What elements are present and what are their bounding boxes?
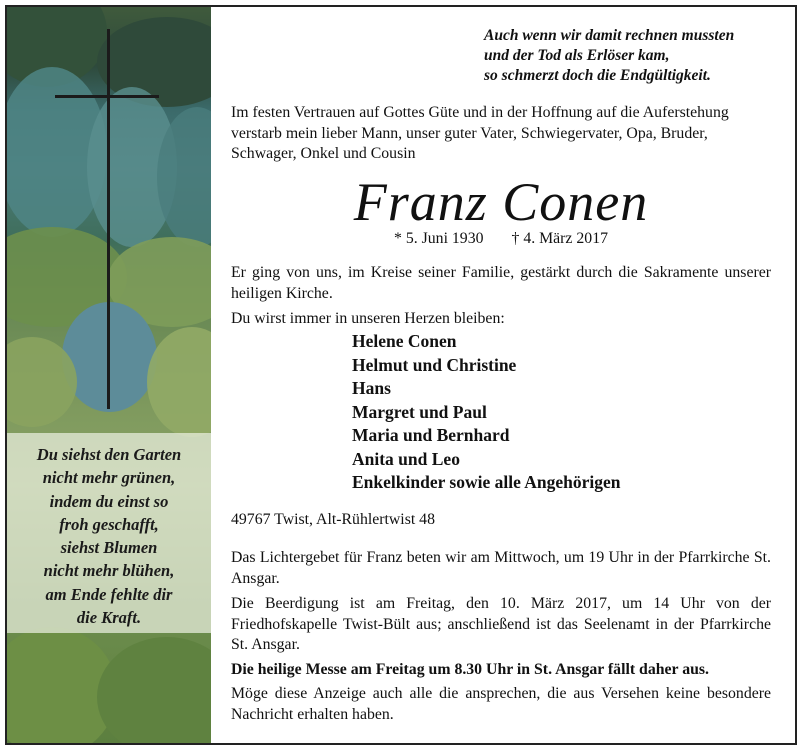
poem-line: indem du einst so <box>49 491 169 511</box>
intro-text: Im festen Vertrauen auf Gottes Güte und in der Hoffnung auf die Auferstehung verstarb mein lieber Mann, unser guter Vater, Schwiegervater, Opa, Bruder, Schwager, Onkel und Cousin <box>231 104 729 162</box>
address: 49767 Twist, Alt-Rühlertwist 48 <box>231 511 435 528</box>
quote-line: so schmerzt doch die Endgültigkeit. <box>484 67 711 84</box>
family-member: Anita und Leo <box>352 448 460 469</box>
mass-notice: Die heilige Messe am Freitag um 8.30 Uhr in St. Ansgar fällt daher aus. <box>231 661 709 678</box>
family-member: Hans <box>352 378 391 398</box>
poem <box>7 443 211 629</box>
funeral-text: Die Beerdigung ist am Freitag, den 10. März 2017, um 14 Uhr von der Friedhofskapelle Twist-Bült aus; anschließend ist das Seelenamt in der Pfarrkirche St. Ansgar. <box>231 595 771 653</box>
shrub-shape <box>97 637 211 743</box>
hearts-text: Du wirst immer in unseren Herzen bleiben: <box>231 310 505 327</box>
poem-line: nicht mehr grünen, <box>42 468 176 488</box>
death-date: † 4. März 2017 <box>511 230 608 247</box>
life-dates <box>231 230 771 248</box>
family-member: Maria und Bernhard <box>352 425 510 445</box>
family-list <box>352 330 621 495</box>
opening-quote <box>484 26 784 86</box>
family-member: Margret und Paul <box>352 401 487 422</box>
closing-text: Möge diese Anzeige auch alle die ansprechen, die aus Versehen keine besondere Nachricht erhalten haben. <box>231 685 771 723</box>
prayer-text: Das Lichtergebet für Franz beten wir am Mittwoch, um 19 Uhr in der Pfarrkirche St. Ansgar. <box>231 549 771 587</box>
quote-line: und der Tod als Erlöser kam, <box>484 47 670 64</box>
birth-date: * 5. Juni 1930 <box>393 230 484 247</box>
shrub-shape <box>147 327 211 437</box>
poem-line: die Kraft. <box>76 608 142 628</box>
poem-line: froh geschafft, <box>59 514 159 534</box>
family-member: Enkelkinder sowie alle Angehörigen <box>352 472 621 492</box>
family-member: Helmut und Christine <box>352 354 517 375</box>
cross-beam <box>55 95 159 98</box>
poem-line: am Ende fehlte dir <box>45 584 173 604</box>
quote-line: Auch wenn wir damit rechnen mussten <box>484 27 735 44</box>
family-member: Helene Conen <box>352 331 457 351</box>
cross-icon <box>107 29 110 409</box>
passing-text: Er ging von uns, im Kreise seiner Familie, gestärkt durch die Sakramente unserer heiligen Kirche. <box>231 264 771 302</box>
poem-line: nicht mehr blühen, <box>43 561 175 581</box>
poem-line: Du siehst den Garten <box>36 445 182 464</box>
poem-line: siehst Blumen <box>60 538 158 558</box>
deceased-name: Franz Conen <box>353 172 649 232</box>
